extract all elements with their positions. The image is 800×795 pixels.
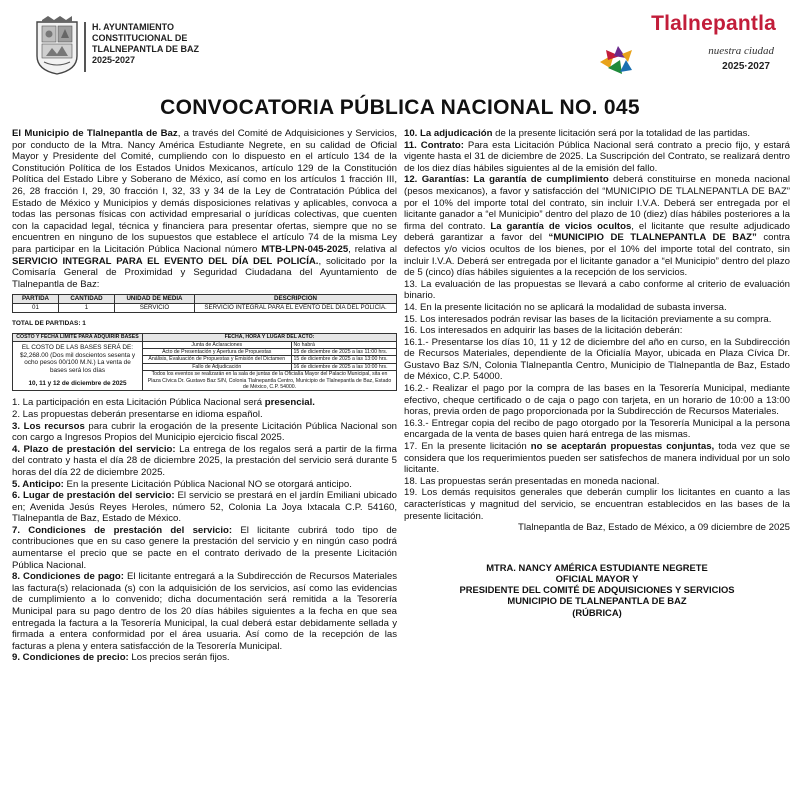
clause-bold: 5. Anticipo: [12,478,64,490]
clause-bold: La garantía de vicios ocultos [490,220,632,232]
column-header: CANTIDAD [59,295,115,304]
clause-bold: 11. Contrato: [404,139,464,151]
event-name: Análisis, Evaluación de Propuestas y Emisión del Dictamen [143,356,292,363]
table-cell: 01 [13,303,59,312]
table-cell: SERVICIO [115,303,195,312]
clause-1 [12,397,397,409]
items-table [12,294,397,312]
venue-note: Todos los eventos se realizarán en la sala de juntas de la Oficialía Mayor del Palacio Municipal, sita en Plaza Cívica Dr. Gustavo Baz S/N, Colonia Tlalnepantla Centro, Municipio de Tlalnepantla de Baz, Estado de México, C.P. 54000. [143,371,397,391]
signature-line: OFICIAL MAYOR Y [555,572,639,584]
intro-text: , a través del Comité de Adquisiciones y Servicios, por conducto de la Mtra. Nancy América Estudiante Negrete, en su calidad de Oficial Mayor y Presidente del Comité, cumpliendo con lo dispuesto en el artículo 134 de la Constitución Política de los Estados Unidos Mexicanos, artículo 129 de la Constitución Política del Estado Libre y Soberano de México, así como en los artículos 1 fracción III, 26, 28 fracción I, 29, 30 fracción I, 32, 33 y 34 de la Ley de Contratación Pública del Estado de México y Municipios y demás disposiciones relativas y aplicables, convoca a todas las personas físicas con actividad empresarial o jurídicas colectivas, que cuenten con la capacidad legal, técnica y financiera para presentar ofertas, siempre que no se encuentren en ninguno de los supuestos que establece el artículo 74 de la misma Ley para participar en la Licitación Pública Nacional número [12,128,397,255]
column-header: PARTIDA [13,295,59,304]
municipal-seal-icon [34,16,80,76]
clause-10 [404,128,790,140]
total-partidas: TOTAL DE PARTIDAS: 1 [12,319,86,327]
clause-text: , el licitante que resulte adjudicado deberá garantizar a favor del [404,220,791,244]
org-line: 2025-2027 [92,55,136,65]
intro-text: , relativa al [348,243,397,255]
clause-4 [12,444,397,479]
clause-19: 19. Los demás requisitos generales que deberán cumplir los licitantes en cuanto a las características y magnitud del servicio, se encuentran establecidos en las bases de la presente licitación. [404,487,790,522]
signature-line: MUNICIPIO DE TLALNEPANTLA DE BAZ [507,595,687,607]
table-header-row [13,295,397,304]
table-cell: 1 [59,303,115,312]
clause-bold: 10. La adjudicación [404,128,493,139]
clause-15: 15. Los interesados podrán revisar las bases de la licitación previamente a su compra. [404,313,772,325]
bid-number: MTB-LPN-045-2025 [261,243,349,255]
signature-line: (RÚBRICA) [572,606,622,618]
bases-cost-cell [13,341,143,391]
clause-text: El licitante entregará a la Subdirección de Recursos Materiales las factura(s) relacionada (s) con la adquisición de los servicios, así como las evidencias de cumplimiento a lo convenido; dicha documentación será remitida a la Tesorería Municipal para su pago dentro de los 20 días hábiles siguientes a la fecha en que sea entregada la factura a la Tesorería Municipal, la cual deberá estar debidamente sellada y firmada a entera conformidad por el área usuaria. Así como de la recepción de las facturas a plena y entera satisfacción de la Tesorería Municipal. [12,571,397,652]
column-header: DESCRIPCIÓN [195,295,397,304]
event-name: Fallo de Adjudicación [143,363,292,370]
right-column [404,128,790,618]
signature-line: PRESIDENTE DEL COMITÉ DE ADQUISICIONES Y SERVICIOS [459,584,735,596]
clause-text: Los precios serán fijos. [128,652,230,664]
clause-14: 14. En la presente licitación no se aplicará la modalidad de subasta inversa. [404,301,727,313]
clause-bold: 8. Condiciones de pago: [12,571,124,583]
clause-16-1: 16.1.- Presentarse los días 10, 11 y 12 de diciembre del año en curso, en la Subdirección de Recursos Materiales, dependiente de la Oficialía Mayor, ubicada en Plaza Cívica Dr. Gustavo Baz S/N, Colonia Tlalnepantla Centro, Municipio de Tlalnepantla de Baz, Estado de México, C.P. 54000. [404,336,790,383]
clause-text: En la presente Licitación Pública Nacional NO se otorgará anticipo. [63,478,352,490]
clause-16: 16. Los interesados en adquirir las bases de la licitación deberán: [404,325,683,337]
clause-bold: 6. Lugar de prestación del servicio: [12,490,175,502]
event-date: 15 de diciembre de 2025 a las 11:00 hrs. [291,348,397,355]
clause-bold: 4. Plazo de prestación del servicio: [12,443,176,455]
header-separator [84,22,86,72]
clause-text: toda vez que se considera que los requerimientos pueden ser satisfechos de manera individual por un solo licitante. [404,441,790,476]
clause-8 [12,571,397,652]
event-date: 16 de diciembre de 2025 a las 10:00 hrs. [291,363,397,370]
clause-bold: “MUNICIPIO DE TLALNEPANTLA DE BAZ” [548,232,757,244]
event-date: 15 de diciembre de 2025 a las 13:00 hrs. [291,356,397,363]
clause-text: 17. En la presente licitación [404,441,531,453]
table-row [13,341,397,348]
table-cell: SERVICIO INTEGRAL PARA EL EVENTO DEL DÍA DEL POLICÍA. [195,303,397,312]
clause-3 [12,421,397,444]
signature-block [404,562,790,618]
page-title: CONVOCATORIA PÚBLICA NACIONAL NO. 045 [160,96,640,119]
clause-bold: 12. Garantías: La garantía de cumplimiento [404,174,609,186]
intro-paragraph [12,128,397,290]
place-and-date: Tlalnepantla de Baz, Estado de México, a 09 diciembre de 2025 [518,522,790,534]
column-header: COSTO Y FECHA LÍMITE PARA ADQUIRIR BASES [13,334,143,341]
org-line: H. AYUNTAMIENTO [92,22,175,32]
clause-16-3: 16.3.- Entregar copia del recibo de pago otorgado por la Tesorería Municipal a la persona encargada de la venta de bases quien hará entrega de las mismas. [404,417,790,441]
clause-text: El licitante cubrirá todo tipo de contribuciones que en su caso genere la prestación del servicio y en ningún caso podrá aumentarse el precio que se pacte en el contrato derivado de la presente Licitación Pública Nacional. [12,524,397,571]
clause-text: El servicio se prestará en el jardín Emiliani ubicado en; Avenida Jesús Reyes Heroles, número 52, Colonia La Joya Ixtacala C.P. 54160, Tlalnepantla de Baz, Estado de México. [12,490,397,525]
clause-11 [404,140,790,175]
event-name: Junta de Aclaraciones [143,341,292,348]
clause-bold: 7. Condiciones de prestación del servicio: [12,524,233,536]
schedule-table [12,333,397,391]
intro-text: , solicitado por la Comisaría General de Proximidad y Seguridad Ciudadana del Ayuntamiento de Tlalnepantla de Baz: [12,255,397,290]
clause-bold: no se aceptarán propuestas conjuntas, [530,441,715,453]
bases-cost-text: EL COSTO DE LAS BASES SERÁ DE: $2,268.00 (Dos mil doscientos sesenta y ocho pesos 00/100 M.N.) La venta de bases será los días [19,343,136,374]
bases-sale-dates: 10, 11 y 12 de diciembre de 2025 [28,380,127,388]
brand-motto: nuestra ciudad [708,45,774,57]
event-date: No habrá [291,341,397,348]
clause-bold: 9. Condiciones de precio: [12,652,129,664]
clause-text: Para esta Licitación Pública Nacional será contrato a precio fijo, y estará vigente hasta el 31 de diciembre de 2025. La Suscripción del Contrato, se realizará dentro de los diez días hábiles siguientes al de la emisión del fallo. [404,139,791,174]
event-name: Acto de Presentación y Apertura de Propuestas [143,348,292,355]
brand-years: 2025·2027 [722,61,770,72]
clause-12 [404,174,790,278]
clause-2: 2. Las propuestas deberán presentarse en idioma español. [12,408,263,420]
left-column [12,128,397,664]
signature-line: MTRA. NANCY AMÉRICA ESTUDIANTE NEGRETE [486,561,708,573]
column-header: FECHA, HORA Y LUGAR DEL ACTO: [143,334,397,341]
table-header-row [13,334,397,341]
page-header [0,0,800,95]
clause-16-2: 16.2.- Realizar el pago por la compra de las bases en la Tesorería Municipal, mediante efectivo, cheque certificado o de caja o pago con tarjeta, en un horario de 10:00 a 13:00 horas, previa orden de pago proporcionada por la Subdirección de Recursos Materiales. [404,383,790,418]
service-name: SERVICIO INTEGRAL PARA EL EVENTO DEL DÍA DEL POLICÍA. [12,255,319,267]
clause-bold: 3. Los recursos [12,420,85,432]
clause-text: deberá constituirse en moneda nacional (pesos mexicanos), a favor y satisfacción del “MUNICIPIO DE TLALNEPANTLA DE BAZ” por el 10% del importe total del contrato, sin incluir I.V.A. Deberá ser entregada por el licitante ganador a “el Municipio” dentro del plazo de 10 (diez) días hábiles posteriores a la firma del contrato. [404,174,790,232]
clause-text: 1. La participación en esta Licitación Pública Nacional será [12,397,265,409]
clause-text: contra defectos y/o vicios ocultos de los bienes, por el 10% del importe total del contrato, sin incluir I.V.A. Deberá ser entregada por el licitante ganador a “el Municipio” dentro del plazo de 5 (cinco) días hábiles siguientes a la recepción de los servicios. [404,232,790,279]
clause-text: para cubrir la erogación de la presente Licitación Pública Nacional son con cargo a Ingresos Propios del Municipio ejercicio fiscal 2025. [12,420,397,444]
clause-bold: presencial. [264,397,315,409]
org-line: TLALNEPANTLA DE BAZ [92,44,199,54]
clause-text: de la presente licitación será por la totalidad de las partidas. [492,128,751,139]
clause-5 [12,479,397,491]
clause-7 [12,525,397,571]
clause-18: 18. Las propuestas serán presentadas en moneda nacional. [404,475,660,487]
clause-13: 13. La evaluación de las propuestas se llevará a cabo conforme al criterio de evaluación binario. [404,278,790,302]
clause-text: La entrega de los regalos será a partir de la firma del contrato y hasta el día 28 de diciembre 2025, la prestación del servicio será durante 5 horas del día 22 de diciembre 2025. [12,443,397,478]
org-line: CONSTITUCIONAL DE [92,33,188,43]
table-row [13,303,397,312]
clause-6 [12,490,397,525]
intro-bold: El Municipio de Tlalnepantla de Baz [12,128,178,139]
ayuntamiento-name [92,22,242,66]
column-header: UNIDAD DE MEDIA [115,295,195,304]
clause-9 [12,652,397,664]
clause-17 [404,441,790,476]
brand-name: Tlalnepantla [651,12,776,35]
